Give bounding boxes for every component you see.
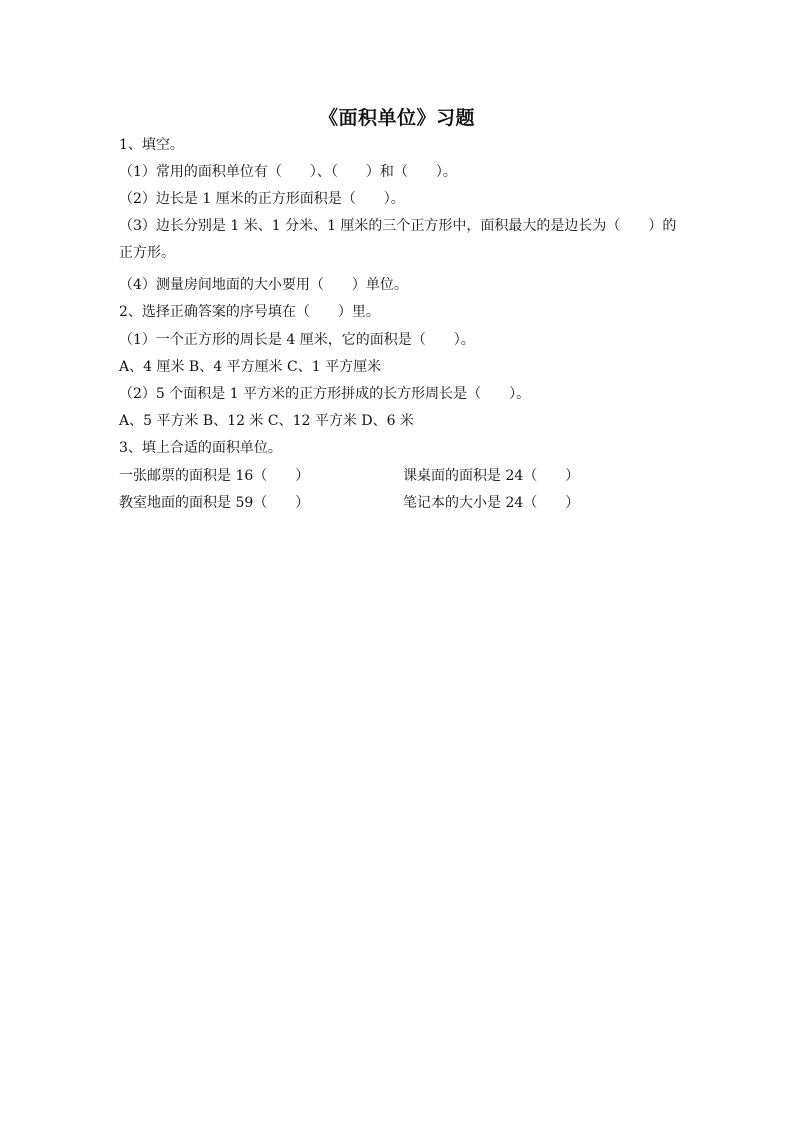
section3-row-1 [119, 467, 689, 485]
section3-item-stamp: 一张邮票的面积是 16（ ） [119, 467, 310, 484]
section1-heading: 1、填空。 [119, 137, 184, 153]
section2-question-1: （1）一个正方形的周长是 4 厘米，它的面积是（ ）。 [119, 331, 475, 348]
section3-heading: 3、填上合适的面积单位。 [119, 440, 282, 457]
section3-item-notebook: 笔记本的大小是 24（ ） [403, 494, 580, 511]
document-title: 《面积单位》习题 [318, 107, 475, 129]
exercise-content [119, 136, 689, 521]
section1-question-3: （3）边长分别是 1 米、1 分米、1 厘米的三个正方形中，面积最大的是边长为（ ）的正方形。 [119, 218, 677, 262]
section2-question-1-options: A、4 厘米 B、4 平方厘米 C、1 平方厘米 [119, 358, 382, 375]
section2-question-2: （2）5 个面积是 1 平方米的正方形拼成的长方形周长是（ ）。 [119, 386, 531, 402]
section3-item-classroom: 教室地面的面积是 59（ ） [119, 494, 310, 511]
section1-question-1: （1）常用的面积单位有（ ）、（ ）和（ ）。 [119, 164, 457, 181]
section2-heading: 2、选择正确答案的序号填在（ ）里。 [119, 304, 380, 321]
section3-item-desk: 课桌面的面积是 24（ ） [403, 467, 580, 484]
section3-row-2 [119, 494, 689, 512]
section2-question-2-options: A、5 平方米 B、12 米 C、12 平方米 D、6 米 [119, 413, 414, 430]
section1-question-2: （2）边长是 1 厘米的正方形面积是（ ）。 [119, 191, 405, 208]
section1-question-4: （4）测量房间地面的大小要用（ ）单位。 [119, 277, 408, 294]
